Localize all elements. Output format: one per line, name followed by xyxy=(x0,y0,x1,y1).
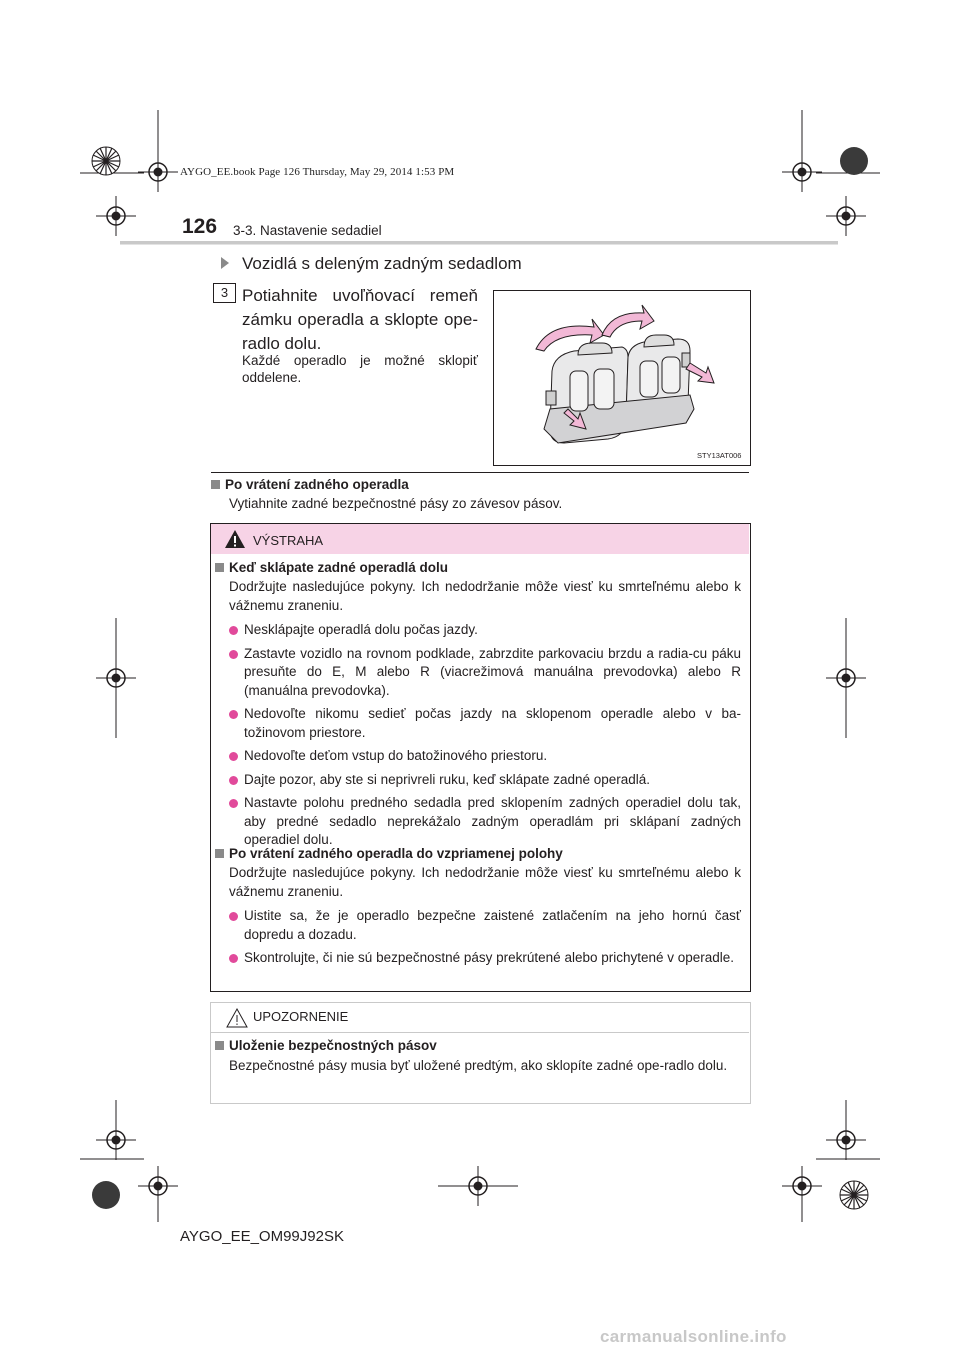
registration-target-icon xyxy=(458,1166,498,1206)
warning-paragraph-1: Dodržujte nasledujúce pokyny. Ich nedodržanie môže viesť ku smrteľnému alebo k vážnemu zraneniu. xyxy=(229,579,741,613)
section-heading: Po vrátení zadného operadla xyxy=(211,477,409,492)
footer-code: AYGO_EE_OM99J92SK xyxy=(180,1228,344,1245)
section-header: 3-3. Nastavenie sedadiel xyxy=(233,223,382,238)
warning-heading-1: Keď sklápate zadné operadlá dolu xyxy=(215,560,448,575)
step-text: Potiahnite uvoľňovací remeň zámku operadla a sklopte ope-radlo dolu. xyxy=(242,286,478,353)
warning-title: VÝSTRAHA xyxy=(253,533,324,548)
folding-seat-drawing xyxy=(494,291,750,465)
warning-triangle-icon xyxy=(224,529,246,549)
starburst-mark-icon xyxy=(91,146,121,176)
list-item: Skontrolujte, či nie sú bezpečnostné pásy prekrútené alebo prichytené v operadle. xyxy=(229,949,741,968)
bullet-dot-icon xyxy=(229,776,238,785)
subheading: Vozidlá s deleným zadným sedadlom xyxy=(242,254,522,273)
list-item: Nedovoľte deťom vstup do batožinového priestoru. xyxy=(229,747,741,766)
registration-target-icon xyxy=(782,152,822,192)
registration-target-icon xyxy=(138,152,178,192)
registration-target-icon xyxy=(826,196,866,236)
dark-disc-mark-icon xyxy=(839,146,869,176)
dark-disc-mark-icon xyxy=(91,1180,121,1210)
bullet-dot-icon xyxy=(229,752,238,761)
watermark: carmanualsonline.info xyxy=(600,1327,787,1346)
warning-list-2 xyxy=(229,907,741,973)
registration-target-icon xyxy=(96,1120,136,1160)
caution-heading: Uloženie bezpečnostných pásov xyxy=(215,1038,437,1053)
square-bullet-icon xyxy=(215,1041,224,1050)
bullet-dot-icon xyxy=(229,912,238,921)
bullet-dot-icon xyxy=(229,799,238,808)
page-number: 126 xyxy=(182,215,218,238)
caution-triangle-icon xyxy=(226,1008,248,1028)
list-item: Zastavte vozidlo na rovnom podklade, zabrzdite parkovaciu brzdu a radia-cu páku presuňte do E, M alebo R (viacrežimová manuálna prevodovka) alebo R (manuálna prevodovka). xyxy=(229,645,741,701)
list-item: Nesklápajte operadlá dolu počas jazdy. xyxy=(229,621,741,640)
registration-target-icon xyxy=(96,196,136,236)
bullet-dot-icon xyxy=(229,954,238,963)
bullet-dot-icon xyxy=(229,650,238,659)
section-rule xyxy=(211,472,749,473)
list-item: Dajte pozor, aby ste si neprivreli ruku, keď sklápate zadné operadlá. xyxy=(229,771,741,790)
registration-target-icon xyxy=(138,1166,178,1206)
caution-title: UPOZORNENIE xyxy=(253,1009,349,1024)
square-bullet-icon xyxy=(215,849,224,858)
figure-caption: STY13AT006 xyxy=(697,451,742,460)
header-rule-shadow xyxy=(120,244,838,245)
list-item: Nastavte polohu predného sedadla pred sklopením zadných operadiel dolu tak, aby predné sedadlo neprekážalo zadným operadlám pri sklápaní zadných operadiel dolu. xyxy=(229,794,741,850)
registration-target-icon xyxy=(826,658,866,698)
warning-heading-2: Po vrátení zadného operadla do vzpriamenej polohy xyxy=(215,846,563,861)
warning-list-1 xyxy=(229,621,741,855)
caution-paragraph: Bezpečnostné pásy musia byť uložené predtým, ako sklopíte zadné ope-radlo dolu. xyxy=(229,1058,728,1073)
chapter-tab: 3 xyxy=(213,283,236,303)
bullet-dot-icon xyxy=(229,710,238,719)
list-item: Nedovoľte nikomu sedieť počas jazdy na sklopenom operadle alebo v ba-tožinovom priestore. xyxy=(229,705,741,742)
section-text: Vytiahnite zadné bezpečnostné pásy zo závesov pásov. xyxy=(229,496,563,511)
registration-target-icon xyxy=(782,1166,822,1206)
list-item: Uistite sa, že je operadlo bezpečne zaistené zatlačením na jeho hornú časť dopredu a dozadu. xyxy=(229,907,741,944)
bullet-dot-icon xyxy=(229,626,238,635)
square-bullet-icon xyxy=(215,563,224,572)
starburst-mark-icon xyxy=(839,1180,869,1210)
warning-paragraph-2: Dodržujte nasledujúce pokyny. Ich nedodržanie môže viesť ku smrteľnému alebo k vážnemu zraneniu. xyxy=(229,865,741,899)
square-bullet-icon xyxy=(211,480,220,489)
print-stamp: AYGO_EE.book Page 126 Thursday, May 29, 2014 1:53 PM xyxy=(180,166,455,178)
triangle-bullet-icon xyxy=(221,257,229,269)
registration-target-icon xyxy=(96,658,136,698)
registration-target-icon xyxy=(826,1120,866,1160)
step-note: Každé operadlo je možné sklopiť oddelene. xyxy=(242,353,478,385)
seat-illustration xyxy=(493,290,751,466)
